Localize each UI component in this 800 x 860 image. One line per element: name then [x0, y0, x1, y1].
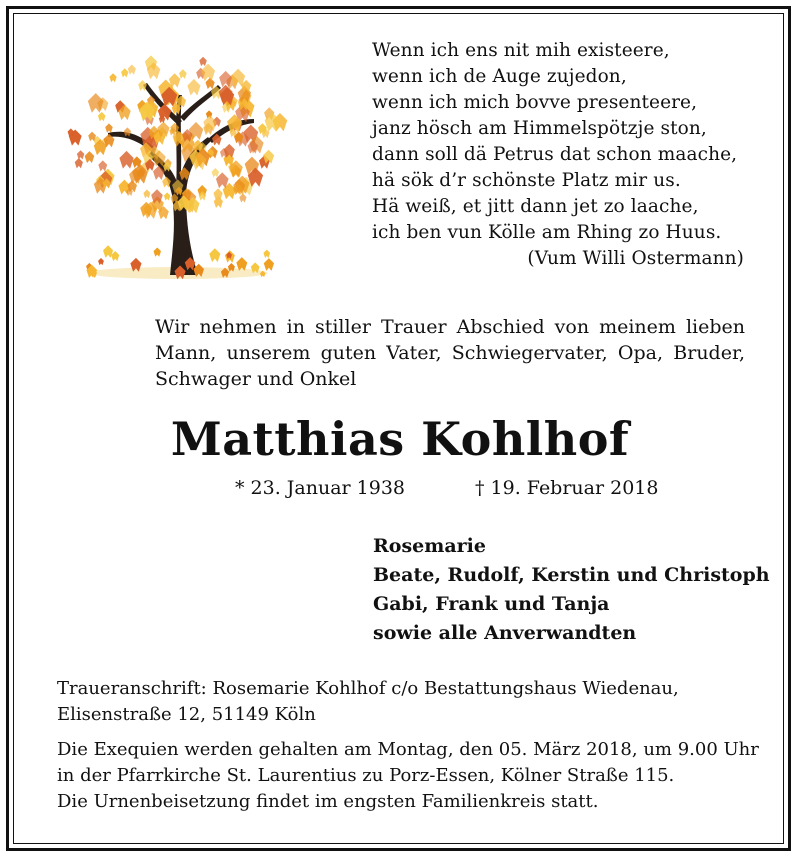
leaf-icon: [179, 69, 187, 79]
leaf-icon: [98, 112, 106, 121]
family-member: sowie alle Anverwandten: [373, 622, 637, 644]
leaf-icon: [88, 93, 104, 113]
leaf-icon: [85, 151, 95, 163]
service-line: Die Urnenbeisetzung findet im engsten Familienkreis statt.: [57, 791, 599, 812]
leaf-icon: [214, 197, 223, 209]
leaf-icon: [109, 73, 116, 82]
leaf-icon: [212, 168, 219, 177]
poem-line: wenn ich mich bovve presenteere,: [372, 92, 698, 113]
leaf-icon: [75, 158, 83, 168]
poem: [372, 38, 752, 272]
service-info: [57, 737, 759, 815]
leaf-icon: [199, 57, 207, 66]
leaf-icon: [164, 192, 170, 200]
fallen-leaf-icon: [209, 248, 220, 262]
leaf-icon: [105, 123, 113, 132]
autumn-tree-icon: [58, 45, 298, 285]
family-member: Beate, Rudolf, Kerstin und Christoph: [373, 564, 770, 586]
leaf-icon: [187, 79, 200, 95]
fallen-leaf-icon: [264, 258, 274, 271]
poem-line: wenn ich de Auge zujedon,: [372, 66, 627, 87]
poem-line: janz hösch am Himmelspötzje ston,: [372, 118, 707, 139]
fallen-leaf-icon: [111, 251, 119, 261]
death-date: † 19. Februar 2018: [475, 477, 659, 499]
birth-date: * 23. Januar 1938: [235, 477, 406, 499]
leaf-icon: [119, 151, 133, 169]
poem-author: (Vum Willi Ostermann): [527, 248, 744, 269]
address-line: Traueranschrift: Rosemarie Kohlhof c/o Bestattungshaus Wiedenau,: [57, 678, 679, 699]
poem-line: dann soll dä Petrus dat schon maache,: [372, 144, 738, 165]
intro-text: Wir nehmen in stiller Trauer Abschied von meinem lieben Mann, unserem guten Vater, Schwiegervater, Opa, Bruder, Schwager und Onkel: [155, 316, 745, 390]
leaf-icon: [98, 160, 107, 171]
poem-line: ich ben vun Kölle am Rhing zo Huus.: [372, 222, 722, 243]
leaf-icon: [143, 190, 150, 199]
leaf-icon: [128, 64, 136, 74]
deceased-name: Matthias Kohlhof: [170, 412, 630, 466]
leaf-icon: [138, 80, 147, 91]
fallen-leaf-icon: [154, 247, 161, 256]
leaf-icon: [239, 193, 246, 202]
family-member: Rosemarie: [373, 535, 486, 557]
leaf-icon: [121, 68, 128, 77]
poem-line: Hä weiß, et jitt dann jet zo laache,: [372, 196, 699, 217]
family-list: [373, 532, 770, 648]
fallen-leaf-icon: [98, 258, 104, 265]
poem-line: hä sök d’r schönste Platz mir us.: [372, 170, 681, 191]
service-line: Die Exequien werden gehalten am Montag, den 05. März 2018, um 9.00 Uhr: [57, 739, 759, 760]
poem-line: Wenn ich ens nit mih existeere,: [372, 40, 670, 61]
service-line: in der Pfarrkirche St. Laurentius zu Porz-Essen, Kölner Straße 115.: [57, 765, 675, 786]
fallen-leaf-icon: [263, 250, 270, 258]
leaf-icon: [77, 150, 84, 159]
mourning-address: [57, 676, 679, 728]
family-member: Gabi, Frank und Tanja: [373, 593, 610, 615]
address-line: Elisenstraße 12, 51149 Köln: [57, 704, 316, 725]
